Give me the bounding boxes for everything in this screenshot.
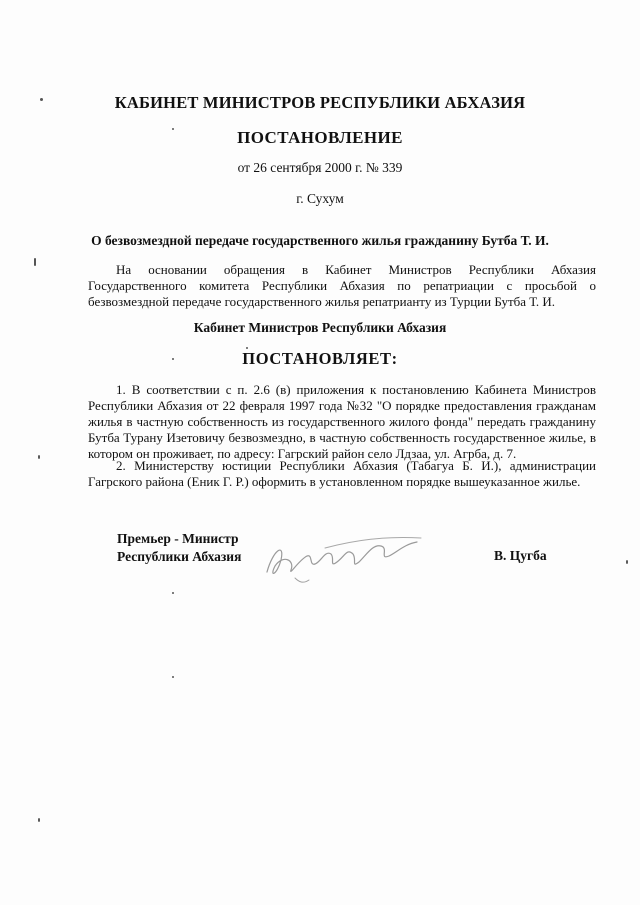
intro-text: На основании обращения в Кабинет Министров Республики Абхазия Государственного комитета Республики Абхазия по репатриации с просьбой о безвозмездной передаче государственного жилья репатрианту из Турции Бутба Т. И. bbox=[88, 262, 596, 309]
document-type: ПОСТАНОВЛЕНИЕ bbox=[237, 128, 403, 147]
scan-mark bbox=[172, 592, 174, 594]
intro-paragraph bbox=[88, 262, 596, 310]
resolution-item-2 bbox=[88, 458, 596, 490]
decree-word: ПОСТАНОВЛЯЕТ: bbox=[242, 349, 398, 368]
signatory-name: В. Цугба bbox=[494, 548, 547, 563]
scan-mark bbox=[246, 347, 248, 349]
scan-mark bbox=[34, 258, 36, 266]
resolution-item-1 bbox=[88, 382, 596, 462]
resolution-item-1-text: 1. В соответствии с п. 2.6 (в) приложения к постановлению Кабинета Министров Республики Абхазия от 22 февраля 1997 года №32 "О порядке предоставления гражданам жилья в частную собственность из государственного жилого фонда" передать гражданину Бутба Турану Изетовичу безвозмездно, в частную собственность государственное жилье, в котором он проживает, по адресу: Гагрский район село Лдзаа, ул. Агрба, д. 7. bbox=[88, 382, 596, 461]
date-number: от 26 сентября 2000 г. № 339 bbox=[237, 160, 403, 175]
resolution-item-2-text: 2. Министерству юстиции Республики Абхазия (Табагуа Б. И.), администрации Гагрского района (Еник Г. Р.) оформить в установленном порядке вышеуказанное жилье. bbox=[88, 458, 596, 489]
handwritten-signature bbox=[255, 520, 425, 590]
subject-line: О безвозмездной передаче государственного жилья гражданину Бутба Т. И. bbox=[91, 233, 549, 248]
issuer-line: Кабинет Министров Республики Абхазия bbox=[193, 320, 447, 335]
city: г. Сухум bbox=[296, 191, 344, 206]
scan-mark bbox=[172, 128, 174, 130]
signatory-title bbox=[117, 530, 241, 566]
scan-mark bbox=[172, 676, 174, 678]
scan-mark bbox=[626, 560, 628, 564]
scan-mark bbox=[38, 455, 40, 459]
scan-mark bbox=[40, 98, 43, 101]
scan-mark bbox=[38, 818, 40, 822]
organization-title: КАБИНЕТ МИНИСТРОВ РЕСПУБЛИКИ АБХАЗИЯ bbox=[114, 93, 526, 112]
signatory-title-line-1: Премьер - Министр bbox=[117, 531, 239, 546]
signatory-title-line-2: Республики Абхазия bbox=[117, 549, 242, 564]
scan-mark bbox=[172, 358, 174, 360]
